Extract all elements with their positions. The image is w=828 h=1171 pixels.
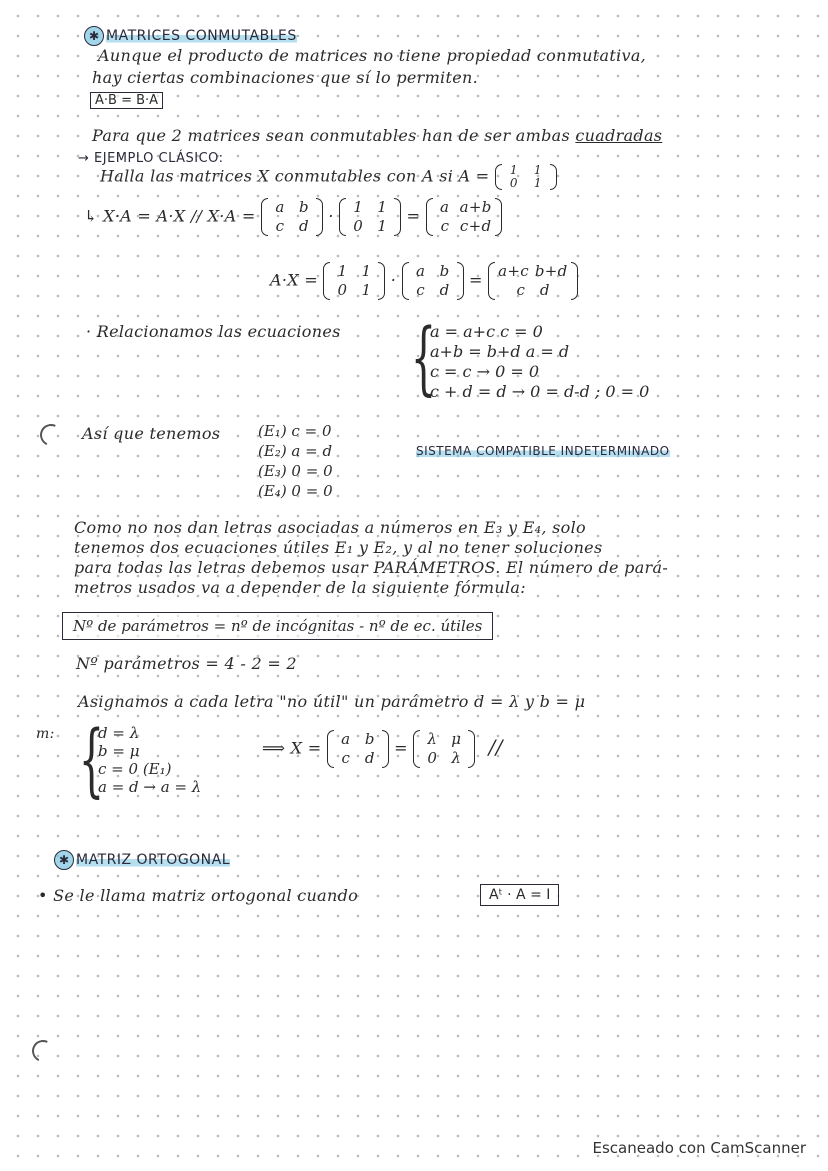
- asterisk-bullet-icon: ✱: [54, 850, 74, 870]
- margin-note: m:: [36, 726, 55, 742]
- equation-line: a = a+c c = 0: [430, 322, 543, 341]
- matrix-A-left: [323, 262, 385, 300]
- matrix-cell: c: [440, 217, 450, 235]
- equations-brace: {: [410, 311, 437, 404]
- matrix-cell: λ: [427, 730, 438, 748]
- approach-text: ↳ X·A = A·X // X·A =: [84, 206, 256, 226]
- matrix-cell: a: [275, 198, 285, 216]
- matrix-cell: b: [439, 262, 450, 280]
- matrix-cell: 1: [533, 163, 542, 177]
- scanner-footer: Escaneado con CamScanner: [592, 1139, 806, 1157]
- matrix-cell: λ: [451, 749, 462, 767]
- matrix-X-right: [402, 262, 464, 300]
- matrix-X-final-result: [413, 730, 475, 768]
- final-matrix-line: ⟹ X = a b c d = λ μ 0 λ //: [262, 730, 503, 767]
- paragraph-line: Como no nos dan letras asociadas a números en E₃ y E₄, solo: [74, 518, 586, 537]
- matrix-cell: b+d: [534, 262, 568, 280]
- matrix-cell: 0: [337, 281, 348, 299]
- matrix-cell: 1: [509, 163, 518, 177]
- xa-product-line: ↳ X·A = A·X // X·A = a b c d · 1 1 0 1 = a a+b c c+d: [84, 198, 502, 236]
- matrix-cell: a: [440, 198, 450, 216]
- matrix-cell: 1: [361, 281, 372, 299]
- example-task-text: Halla las matrices X conmutables con A si A =: [100, 166, 490, 186]
- matrix-cell: d: [364, 749, 375, 767]
- matrix-cell: 1: [337, 262, 348, 280]
- matrix-cell: 0: [427, 749, 438, 767]
- matrix-cell: 1: [377, 198, 388, 216]
- end-mark: //: [488, 734, 503, 759]
- system-equation: (E₂) a = d: [258, 442, 333, 460]
- asterisk-bullet-icon: ✱: [84, 26, 104, 46]
- matrix-cell: b: [364, 730, 375, 748]
- equation-line: c = c → 0 = 0: [430, 362, 540, 381]
- relate-equations-text: · Relacionamos las ecuaciones: [86, 322, 341, 341]
- matrix-cell: d: [439, 281, 450, 299]
- matrix-X: [261, 198, 323, 236]
- final-system-line: b = μ: [98, 742, 140, 760]
- paragraph-line: metros usados va a depender de la siguiente fórmula:: [74, 578, 526, 597]
- system-equation: (E₄) 0 = 0: [258, 482, 333, 500]
- matrix-cell: 0: [509, 176, 518, 190]
- margin-hole-mark: [29, 1037, 57, 1065]
- matrix-cell: 1: [533, 176, 542, 190]
- matrix-cell: 0: [353, 217, 364, 235]
- matrix-cell: a+c: [498, 262, 529, 280]
- system-type-label: SISTEMA COMPATIBLE INDETERMINADO: [416, 444, 670, 458]
- condition-sentence: Para que 2 matrices sean conmutables han de ser ambas: [92, 126, 570, 145]
- condition-word-underlined: cuadradas: [575, 126, 663, 145]
- matrix-AX-result: [488, 262, 578, 300]
- equation-line: a+b = b+d a = d: [430, 342, 570, 361]
- final-system-line: d = λ: [98, 724, 140, 742]
- matrix-cell: 1: [361, 262, 372, 280]
- matrix-cell: a+b: [459, 198, 492, 216]
- paragraph-line: para todas las letras debemos usar PARÁMETROS. El número de pará-: [74, 558, 669, 577]
- section-title-commutable: MATRICES CONMUTABLES: [106, 28, 297, 44]
- example-task: [100, 164, 557, 190]
- margin-hole-mark: [37, 421, 65, 449]
- ax-label: A·X =: [270, 270, 319, 290]
- matrix-cell: 1: [353, 198, 364, 216]
- matrix-cell: c+d: [459, 217, 492, 235]
- implies-text: ⟹ X =: [262, 738, 322, 758]
- matrix-cell: c: [275, 217, 285, 235]
- parameters-formula-box: Nº de parámetros = nº de incógnitas - nº de ec. útiles: [62, 612, 493, 640]
- section-title-orthogonal: MATRIZ ORTOGONAL: [76, 852, 231, 868]
- orthogonal-formula-box: Aᵗ · A = I: [480, 884, 559, 906]
- example-label: → EJEMPLO CLÁSICO:: [78, 151, 224, 166]
- final-system-line: a = d → a = λ: [98, 778, 202, 796]
- intro-line-1: Aunque el producto de matrices no tiene propiedad conmutativa,: [98, 46, 647, 65]
- equation-line: c + d = d → 0 = d-d ; 0 = 0: [430, 382, 650, 401]
- ax-product-line: A·X = 1 1 0 1 · a b c d = a+c b+d c d: [270, 262, 578, 300]
- matrix-XA-result: [426, 198, 502, 236]
- system-equation: (E₁) c = 0: [258, 422, 332, 440]
- matrix-cell: 1: [377, 217, 388, 235]
- matrix-cell: b: [299, 198, 309, 216]
- matrix-cell: a: [341, 730, 351, 748]
- matrix-cell: c: [341, 749, 351, 767]
- matrix-cell: a: [415, 262, 426, 280]
- paragraph-line: tenemos dos ecuaciones útiles E₁ y E₂, y al no tener soluciones: [74, 538, 603, 557]
- matrix-cell: c: [416, 281, 425, 299]
- matrix-A-copy: [339, 198, 401, 236]
- matrix-cell: d: [539, 281, 550, 299]
- intro-line-2: hay ciertas combinaciones que sí lo permiten.: [92, 68, 478, 87]
- matrix-cell: d: [299, 217, 309, 235]
- matrix-X-final-left: [327, 730, 389, 768]
- system-equation: (E₃) 0 = 0: [258, 462, 333, 480]
- orthogonal-definition: • Se le llama matriz ortogonal cuando: [38, 886, 359, 905]
- final-system-line: c = 0 (E₁): [98, 760, 172, 778]
- assign-parameter-text: Asignamos a cada letra "no útil" un parámetro d = λ y b = μ: [78, 692, 586, 711]
- num-parameters-line: Nº parámetros = 4 - 2 = 2: [76, 654, 297, 673]
- final-system-brace: {: [78, 713, 105, 806]
- so-we-have-text: Así que tenemos: [82, 424, 221, 443]
- commutative-formula-box: A·B = B·A: [90, 92, 163, 109]
- matrix-A: [495, 164, 557, 190]
- condition-text: [92, 126, 662, 145]
- matrix-cell: μ: [451, 730, 462, 748]
- matrix-cell: c: [516, 281, 526, 299]
